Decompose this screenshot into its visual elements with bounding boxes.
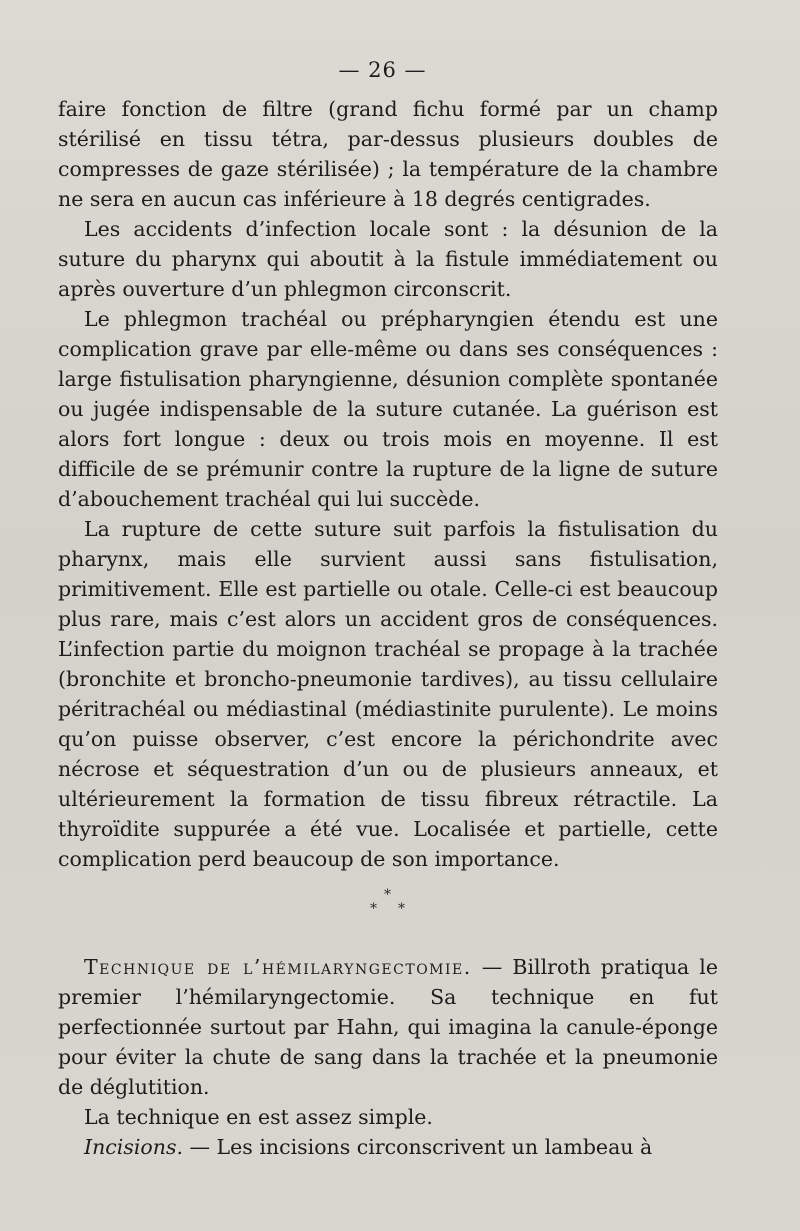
body-text-bottom: [58, 952, 718, 1162]
asterisk-right: *: [398, 901, 405, 917]
section-heading: Technique de l’hémilaryngectomie.: [84, 955, 472, 979]
paragraph-technique-simple: La technique en est assez simple.: [84, 1105, 433, 1129]
asterisk-left: *: [370, 901, 377, 917]
paragraph-phlegmon: Le phlegmon trachéal ou prépharyngien étendu est une complication grave par elle-même ou dans ses conséquences : large fistulisation pharyngienne, désunion complète spontanée ou jugée indispensable de la suture cutanée. La guérison est alors fort longue : deux ou trois mois en moyenne. Il est difficile de se prémunir contre la rupture de la ligne de suture d’abouchement trachéal qui lui succède.: [58, 307, 718, 511]
paragraph-incisions: [58, 1132, 718, 1162]
paragraph-local-infection: Les accidents d’infection locale sont : la désunion de la suture du pharynx qui aboutit à la fistule immédiatement ou après ouverture d’un phlegmon circonscrit.: [58, 217, 718, 301]
paragraph-continuation: faire fonction de filtre (grand fichu formé par un champ stérilisé en tissu tétra, par-dessus plusieurs doubles de compresses de gaze stérilisée) ; la température de la chambre ne sera en aucun cas inférieure à 18 degrés centigrades.: [58, 97, 718, 211]
technique-intro-text: Billroth pratiqua le premier l’hémilaryngectomie. Sa technique en fut perfectionnée surtout par Hahn, qui imagina la canule-éponge pour éviter la chute de sang dans la trachée et la pneumonie de déglutition.: [58, 955, 718, 1099]
paragraph-suture-rupture: La rupture de cette suture suit parfois la fistulisation du pharynx, mais elle survient aussi sans fistulisation, primitivement. Elle est partielle ou otale. Celle-ci est beaucoup plus rare, mais c’est alors un accident gros de conséquences. L’infection partie du moignon trachéal se propage à la trachée (bronchite et broncho-pneumonie tardives), au tissu cellulaire péritrachéal ou médiastinal (médiastinite purulente). Le moins qu’on puisse observer, c’est encore la périchondrite avec nécrose et séquestration d’un ou de plusieurs anneaux, et ultérieurement la formation de tissu fibreux rétractile. La thyroïdite suppurée a été vue. Localisée et partielle, cette complication perd beaucoup de son importance.: [58, 517, 718, 871]
body-text-top: [58, 94, 718, 874]
section-separator: [360, 888, 420, 928]
incisions-text: Les incisions circonscrivent un lambeau à: [216, 1135, 653, 1159]
asterisk-top: *: [384, 887, 391, 903]
subheading-dash: —: [183, 1135, 217, 1159]
paragraph-technique-intro: [58, 952, 718, 1102]
heading-dash: —: [471, 955, 513, 979]
page-number: — 26 —: [338, 58, 427, 82]
subheading-incisions: Incisions.: [84, 1135, 183, 1159]
